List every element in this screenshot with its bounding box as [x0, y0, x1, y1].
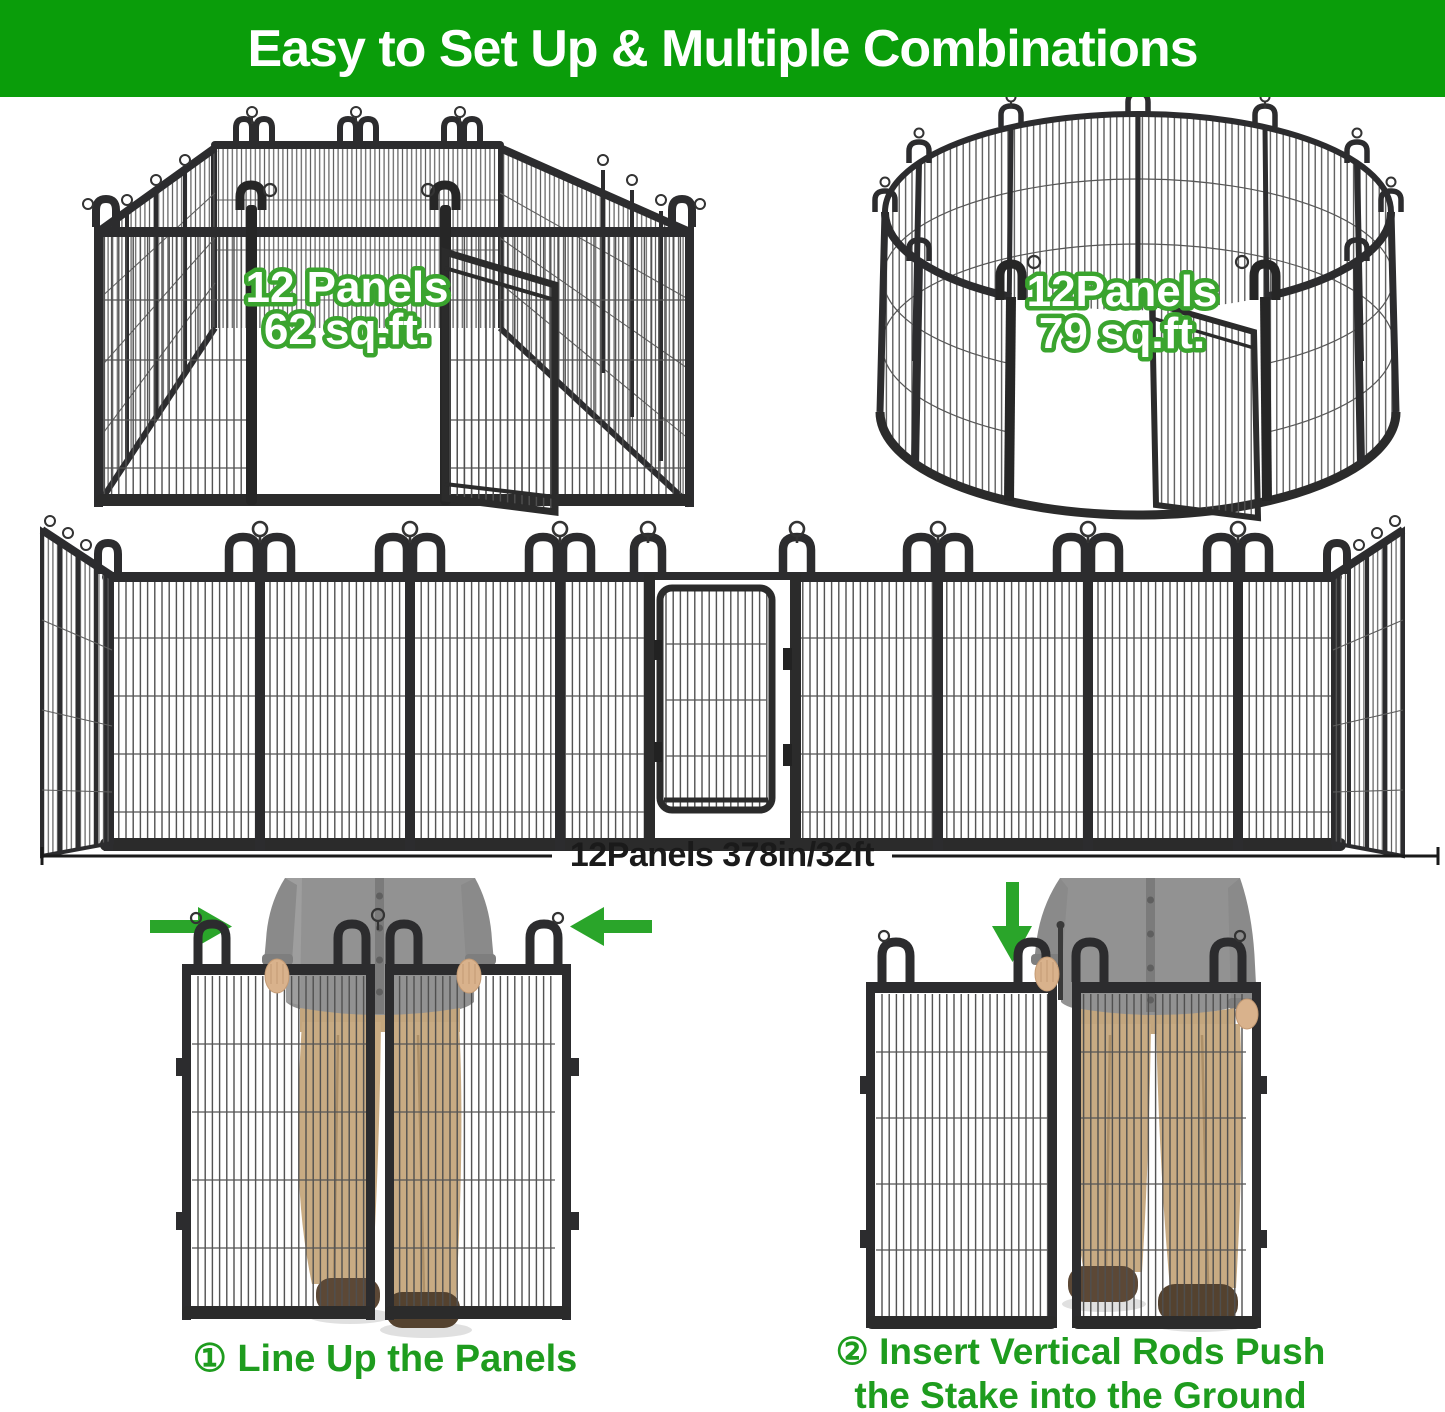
header-banner [0, 0, 1445, 97]
circ-config-panels-text: 12Panels [1026, 267, 1218, 316]
step1-figure [150, 878, 652, 1338]
header-title: Easy to Set Up & Multiple Combinations [247, 19, 1198, 78]
step1-caption: ① Line Up the Panels [192, 1338, 578, 1380]
rect-config-panels-text: 12 Panels [245, 263, 449, 312]
hand-right [457, 959, 481, 993]
right-wing-panels [1327, 516, 1403, 856]
back-loop-handles [236, 119, 480, 142]
junction-loop-handles [229, 537, 1269, 574]
step2-figure [860, 878, 1267, 1332]
label-rectangular-config [225, 262, 470, 362]
hand-left [265, 959, 289, 993]
panel-row-illustration [42, 516, 1438, 865]
gate-door [644, 574, 801, 851]
arrow-left-icon [570, 907, 652, 946]
left-wing-panels [42, 516, 118, 856]
arrow-down-icon [992, 882, 1032, 962]
vertical-rod [1058, 928, 1063, 1000]
label-circular-config [1000, 266, 1245, 366]
rect-config-area-text: 62 sq.ft. [263, 305, 431, 354]
circ-config-area-text: 79 sq.ft. [1038, 309, 1206, 358]
hand-right [1236, 999, 1258, 1029]
step2-caption: ② Insert Vertical Rods Push the Stake into the Ground [835, 1331, 1326, 1412]
dimension-label: 12Panels 378in/32ft [569, 836, 875, 874]
hand-left [1035, 957, 1059, 991]
back-rings [247, 107, 465, 124]
